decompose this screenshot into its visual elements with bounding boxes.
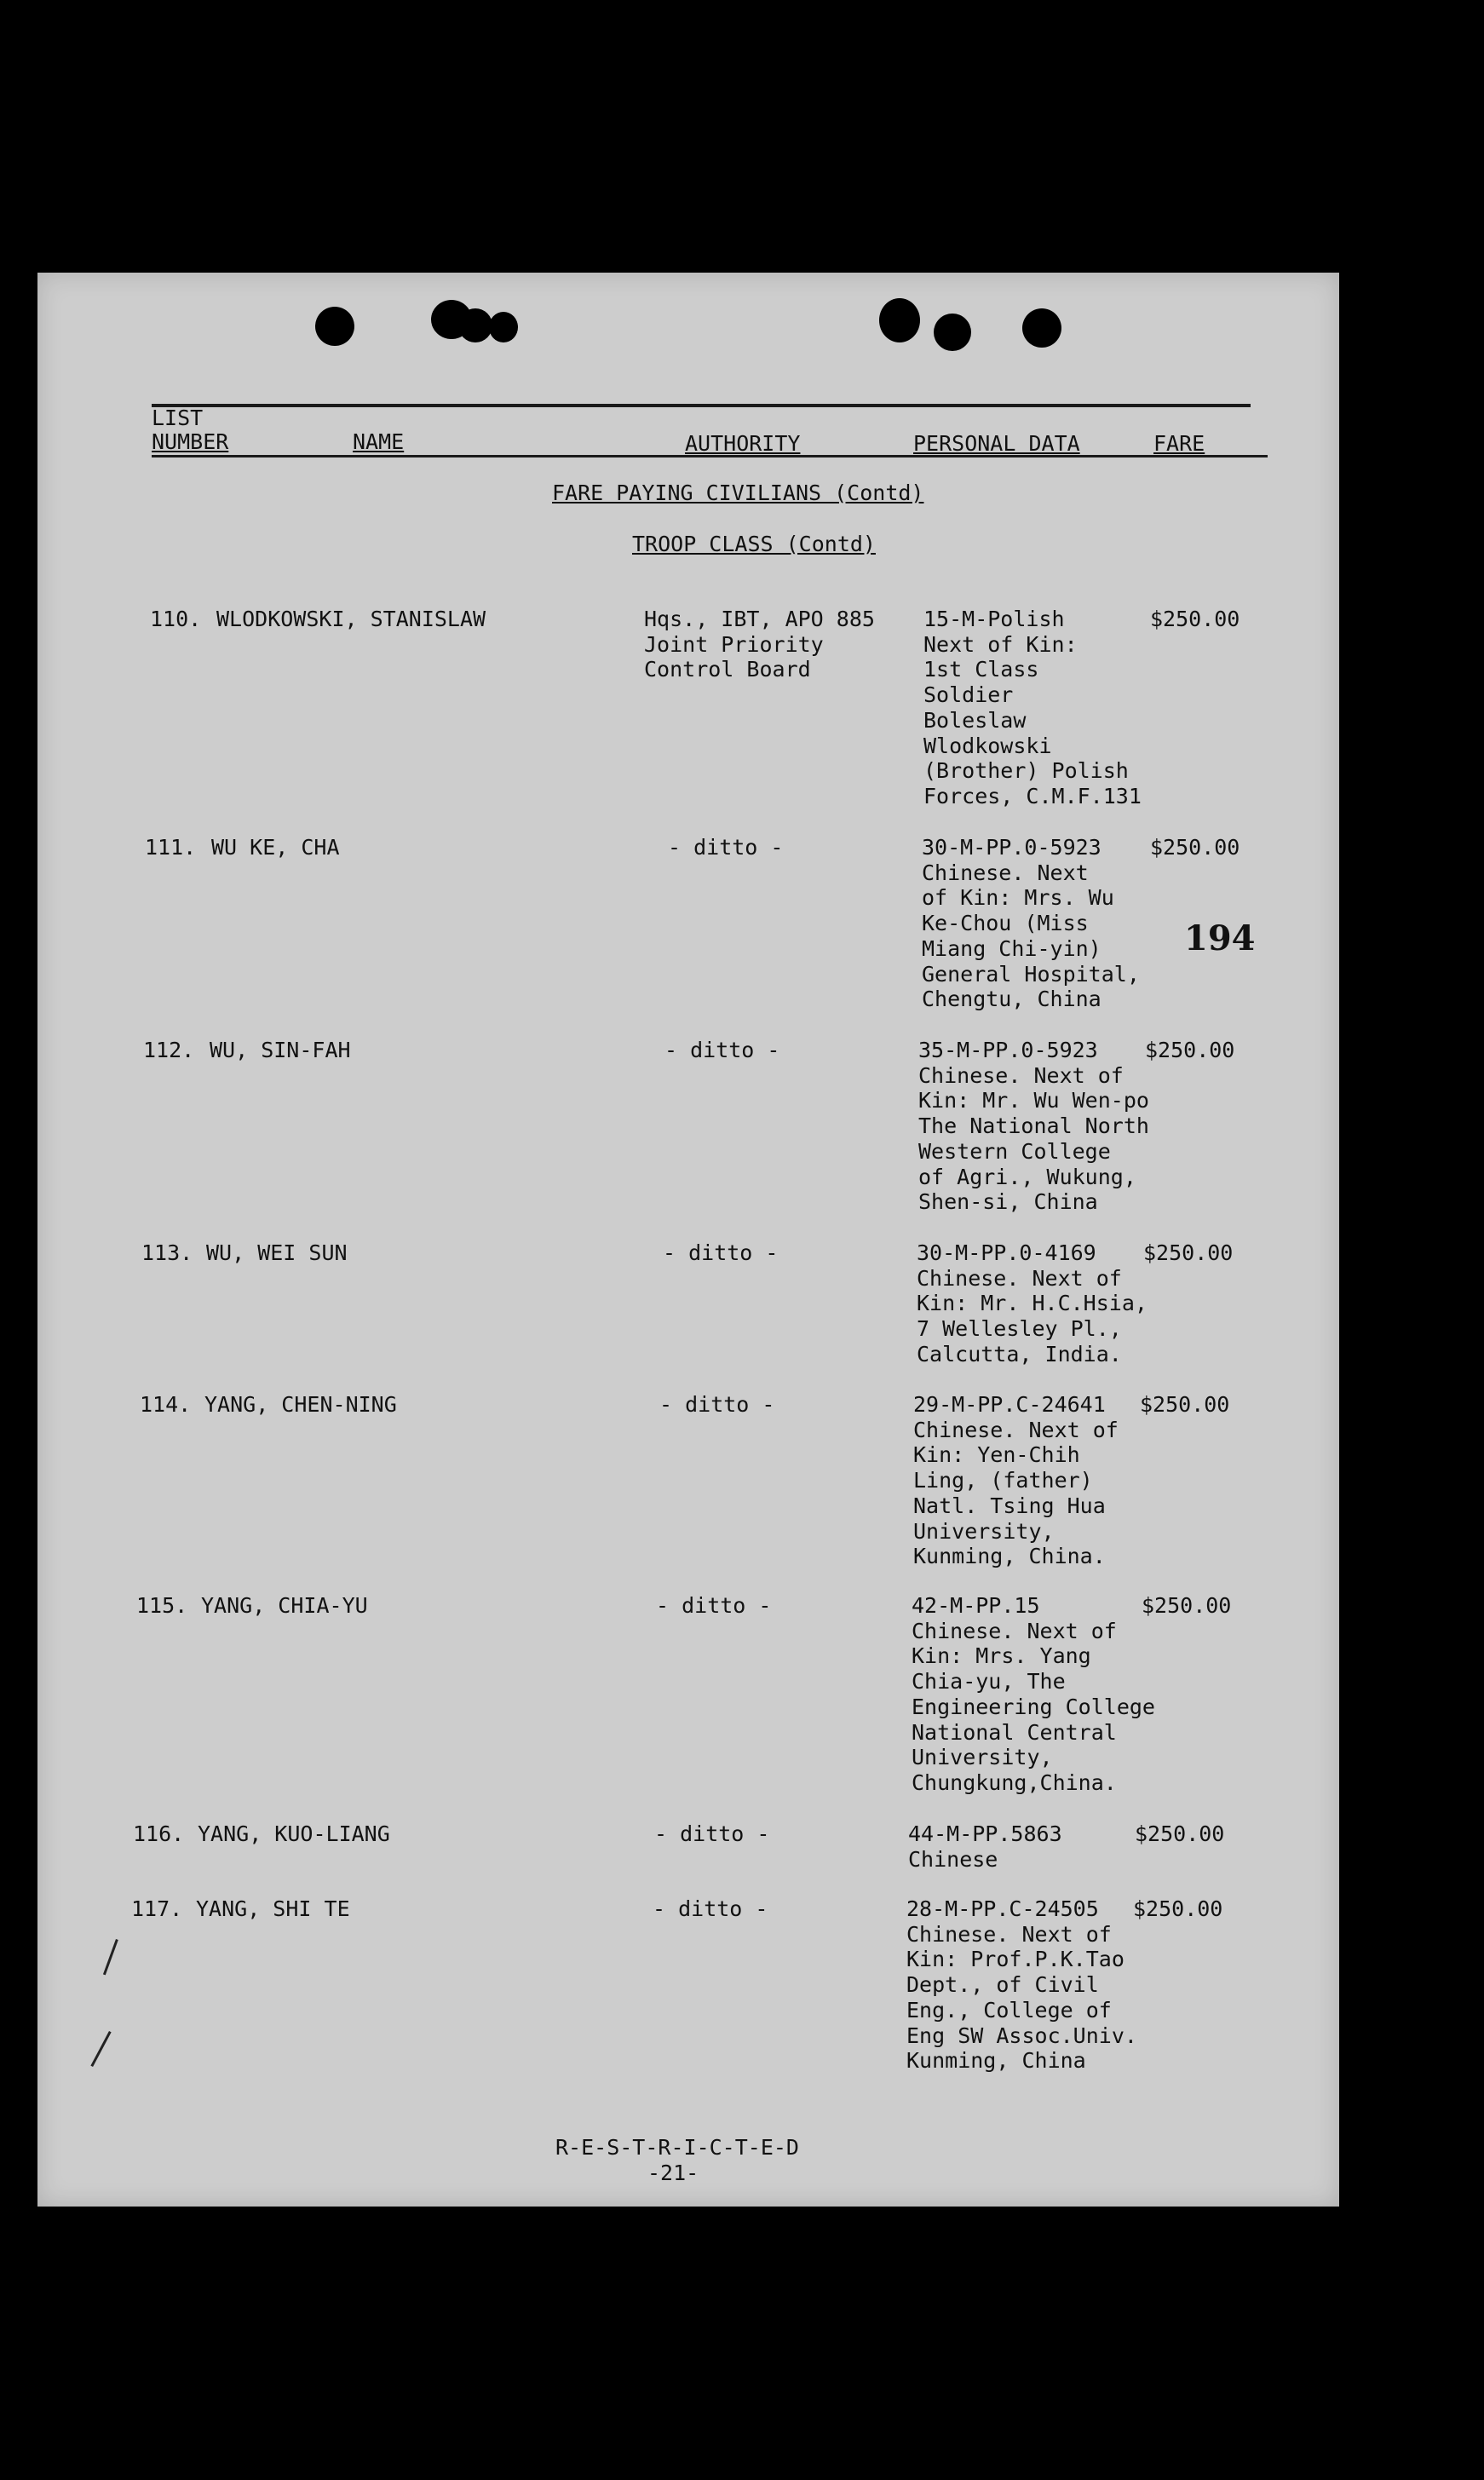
entry-number: 110. xyxy=(150,607,202,631)
entry-authority: Hqs., IBT, APO 885 Joint Priority Control Board xyxy=(644,607,875,682)
entry-fare: $250.00 xyxy=(1133,1896,1223,1921)
entry-name: YANG, CHEN-NING xyxy=(204,1392,397,1417)
entry-fare: $250.00 xyxy=(1140,1392,1230,1417)
entry-number: 116. xyxy=(133,1821,185,1846)
entry-name: YANG, CHIA-YU xyxy=(201,1593,368,1618)
entry-authority: - ditto - xyxy=(659,1392,775,1417)
entry-number: 113. xyxy=(141,1240,193,1265)
entry-number: 112. xyxy=(143,1038,195,1062)
list-number-header-line1: LIST xyxy=(152,406,204,430)
entry-number: 115. xyxy=(136,1593,188,1618)
entry-authority: - ditto - xyxy=(663,1240,779,1265)
authority-header: AUTHORITY xyxy=(685,431,801,456)
entry-fare: $250.00 xyxy=(1150,607,1240,631)
fare-header: FARE xyxy=(1153,431,1205,456)
entry-personal-data: 30-M-PP.0-4169 Chinese. Next of Kin: Mr. H.C.Hsia, 7 Wellesley Pl., Calcutta, India. xyxy=(917,1240,1148,1367)
pencil-mark xyxy=(103,1939,118,1975)
document-page xyxy=(37,273,1339,2207)
name-header: NAME xyxy=(353,429,405,454)
punch-hole xyxy=(489,312,518,342)
entry-fare: $250.00 xyxy=(1145,1038,1235,1062)
page-number: -21- xyxy=(647,2161,699,2185)
entry-authority: - ditto - xyxy=(656,1593,772,1618)
entry-personal-data: 30-M-PP.0-5923 Chinese. Next of Kin: Mrs. Wu Ke-Chou (Miss Miang Chi-yin) General Hospital, Chengtu, China xyxy=(922,835,1140,1012)
entry-personal-data: 15-M-Polish Next of Kin: 1st Class Soldier Boleslaw Wlodkowski (Brother) Polish Forces, C.M.F.131 xyxy=(923,607,1142,808)
entry-personal-data: 42-M-PP.15 Chinese. Next of Kin: Mrs. Yang Chia-yu, The Engineering College National Central University, Chungkung,China. xyxy=(912,1593,1155,1795)
entry-number: 117. xyxy=(131,1896,183,1921)
entry-name: YANG, SHI TE xyxy=(196,1896,350,1921)
entry-personal-data: 35-M-PP.0-5923 Chinese. Next of Kin: Mr. Wu Wen-po The National North Western College of Agri., Wukung, Shen-si, China xyxy=(918,1038,1149,1215)
entry-fare: $250.00 xyxy=(1142,1593,1232,1618)
entry-authority: - ditto - xyxy=(668,835,784,860)
class-title: TROOP CLASS (Contd) xyxy=(632,532,876,556)
punch-hole xyxy=(315,307,354,346)
entry-authority: - ditto - xyxy=(664,1038,780,1062)
list-number-header-line2: NUMBER xyxy=(152,429,229,454)
entry-name: YANG, KUO-LIANG xyxy=(198,1821,390,1846)
entry-fare: $250.00 xyxy=(1135,1821,1225,1846)
restricted-footer: R-E-S-T-R-I-C-T-E-D xyxy=(555,2135,799,2160)
entry-fare: $250.00 xyxy=(1143,1240,1234,1265)
entry-authority: - ditto - xyxy=(654,1821,770,1846)
entry-number: 114. xyxy=(140,1392,192,1417)
personal-data-header: PERSONAL DATA xyxy=(913,431,1080,456)
entry-name: WU, SIN-FAH xyxy=(210,1038,351,1062)
page-stamp-number: 194 xyxy=(1184,918,1256,958)
section-title: FARE PAYING CIVILIANS (Contd) xyxy=(552,480,924,505)
header-top-rule xyxy=(152,404,1251,407)
entry-name: WU KE, CHA xyxy=(211,835,340,860)
pencil-mark xyxy=(90,2031,111,2067)
entry-personal-data: 29-M-PP.C-24641 Chinese. Next of Kin: Yen-Chih Ling, (father) Natl. Tsing Hua University, Kunming, China. xyxy=(913,1392,1119,1569)
entry-personal-data: 28-M-PP.C-24505 Chinese. Next of Kin: Prof.P.K.Tao Dept., of Civil Eng., College of Eng SW Assoc.Univ. Kunming, China xyxy=(906,1896,1137,2074)
entry-authority: - ditto - xyxy=(653,1896,768,1921)
entry-fare: $250.00 xyxy=(1150,835,1240,860)
entry-number: 111. xyxy=(145,835,197,860)
entry-name: WLODKOWSKI, STANISLAW xyxy=(216,607,486,631)
entry-personal-data: 44-M-PP.5863 Chinese xyxy=(908,1821,1062,1872)
entry-name: WU, WEI SUN xyxy=(206,1240,348,1265)
punch-hole xyxy=(934,314,971,351)
punch-hole xyxy=(879,298,920,342)
punch-hole xyxy=(1022,308,1061,348)
punch-hole xyxy=(458,308,492,342)
